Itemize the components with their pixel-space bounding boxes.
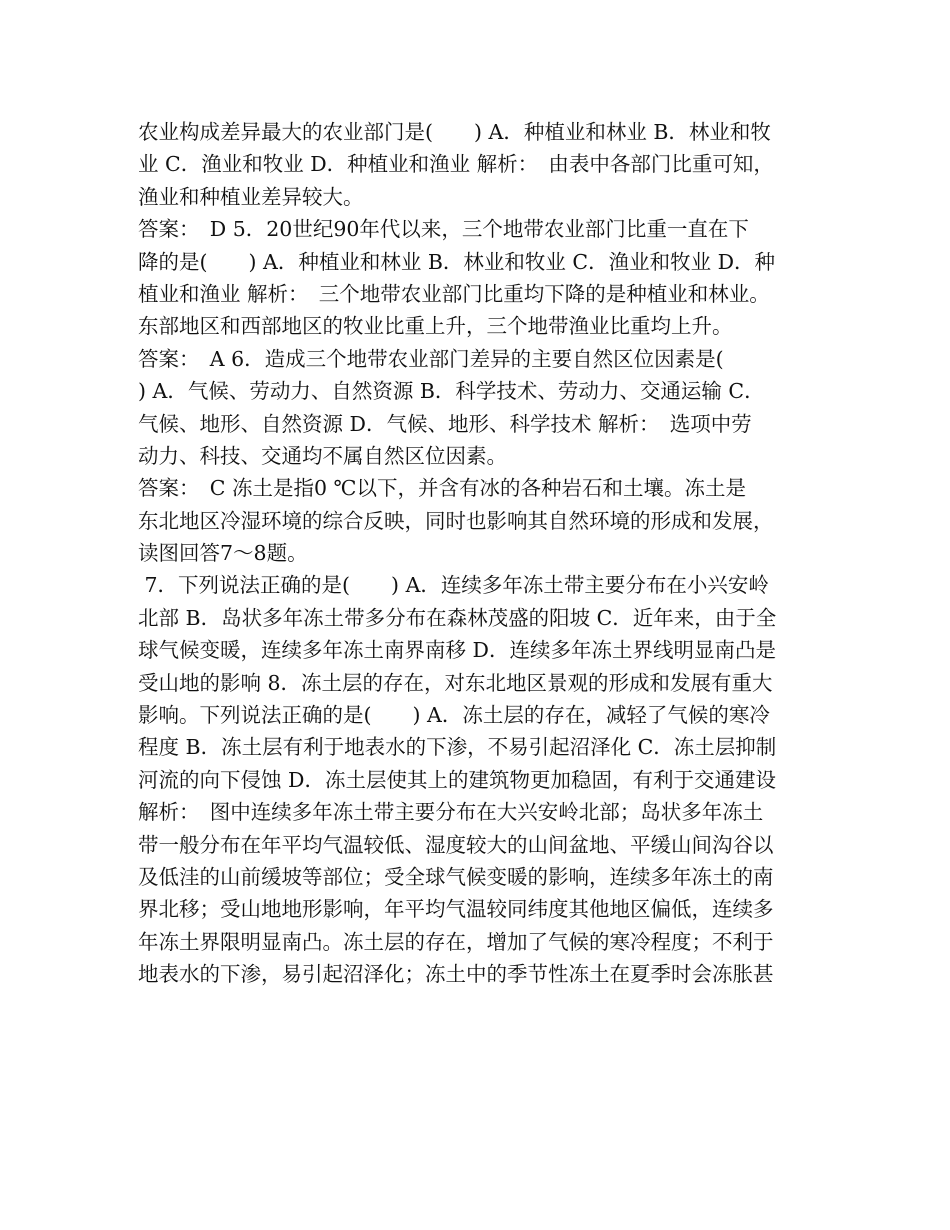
text-line: 答案： C 冻土是指0 ℃以下，并含有冰的各种岩石和土壤。冻土是 <box>138 476 746 501</box>
text-line: 球气候变暖，连续多年冻土南界南移 D．连续多年冻土界线明显南凸是 <box>138 638 776 663</box>
text-line: 7．下列说法正确的是( ) A．连续多年冻土带主要分布在小兴安岭 <box>138 573 769 598</box>
text-line: 北部 B．岛状多年冻土带多分布在森林茂盛的阳坡 C．近年来，由于全 <box>138 605 777 630</box>
text-line: 影响。下列说法正确的是( ) A．冻土层的存在，减轻了气候的寒冷 <box>138 703 770 728</box>
text-line: 河流的向下侵蚀 D．冻土层使其上的建筑物更加稳固，有利于交通建设 <box>138 767 776 792</box>
text-line: 地表水的下渗，易引起沼泽化；冻土中的季节性冻土在夏季时会冻胀甚 <box>138 962 774 987</box>
text-line: 界北移；受山地地形影响，年平均气温较同纬度其他地区偏低，连续多 <box>138 897 774 922</box>
text-line: 业 C．渔业和牧业 D．种植业和渔业 解析： 由表中各部门比重可知， <box>138 152 774 177</box>
text-line: 降的是( ) A．种植业和林业 B．林业和牧业 C．渔业和牧业 D．种 <box>138 249 776 274</box>
text-line: 答案： D 5．20世纪90年代以来，三个地带农业部门比重一直在下 <box>138 217 749 242</box>
text-line: 解析： 图中连续多年冻土带主要分布在大兴安岭北部；岛状多年冻土 <box>138 800 764 825</box>
text-line: 答案： A 6．造成三个地带农业部门差异的主要自然区位因素是( <box>138 346 724 371</box>
text-line: 受山地的影响 8．冻土层的存在，对东北地区景观的形成和发展有重大 <box>138 670 773 695</box>
document-body <box>138 116 828 991</box>
text-line: 读图回答7～8题。 <box>138 541 308 566</box>
text-line: 程度 B．冻土层有利于地表水的下渗，不易引起沼泽化 C．冻土层抑制 <box>138 735 777 760</box>
text-line: 渔业和种植业差异较大。 <box>138 184 364 209</box>
text-line: 农业构成差异最大的农业部门是( ) A．种植业和林业 B．林业和牧 <box>138 120 771 144</box>
text-line: 东北地区冷湿环境的综合反映，同时也影响其自然环境的形成和发展， <box>138 508 774 533</box>
text-line: 东部地区和西部地区的牧业比重上升，三个地带渔业比重均上升。 <box>138 314 733 339</box>
text-line: ) A．气候、劳动力、自然资源 B．科学技术、劳动力、交通运输 C． <box>138 379 765 404</box>
text-line: 气候、地形、自然资源 D．气候、地形、科学技术 解析： 选项中劳 <box>138 411 752 436</box>
text-line: 植业和渔业 解析： 三个地带农业部门比重均下降的是种植业和林业。 <box>138 281 770 306</box>
text-line: 及低洼的山前缓坡等部位；受全球气候变暖的影响，连续多年冻土的南 <box>138 864 774 889</box>
text-line: 带一般分布在年平均气温较低、湿度较大的山间盆地、平缓山间沟谷以 <box>138 832 774 857</box>
text-line: 动力、科技、交通均不属自然区位因素。 <box>138 443 507 468</box>
text-line: 年冻土界限明显南凸。冻土层的存在，增加了气候的寒冷程度；不利于 <box>138 929 774 954</box>
